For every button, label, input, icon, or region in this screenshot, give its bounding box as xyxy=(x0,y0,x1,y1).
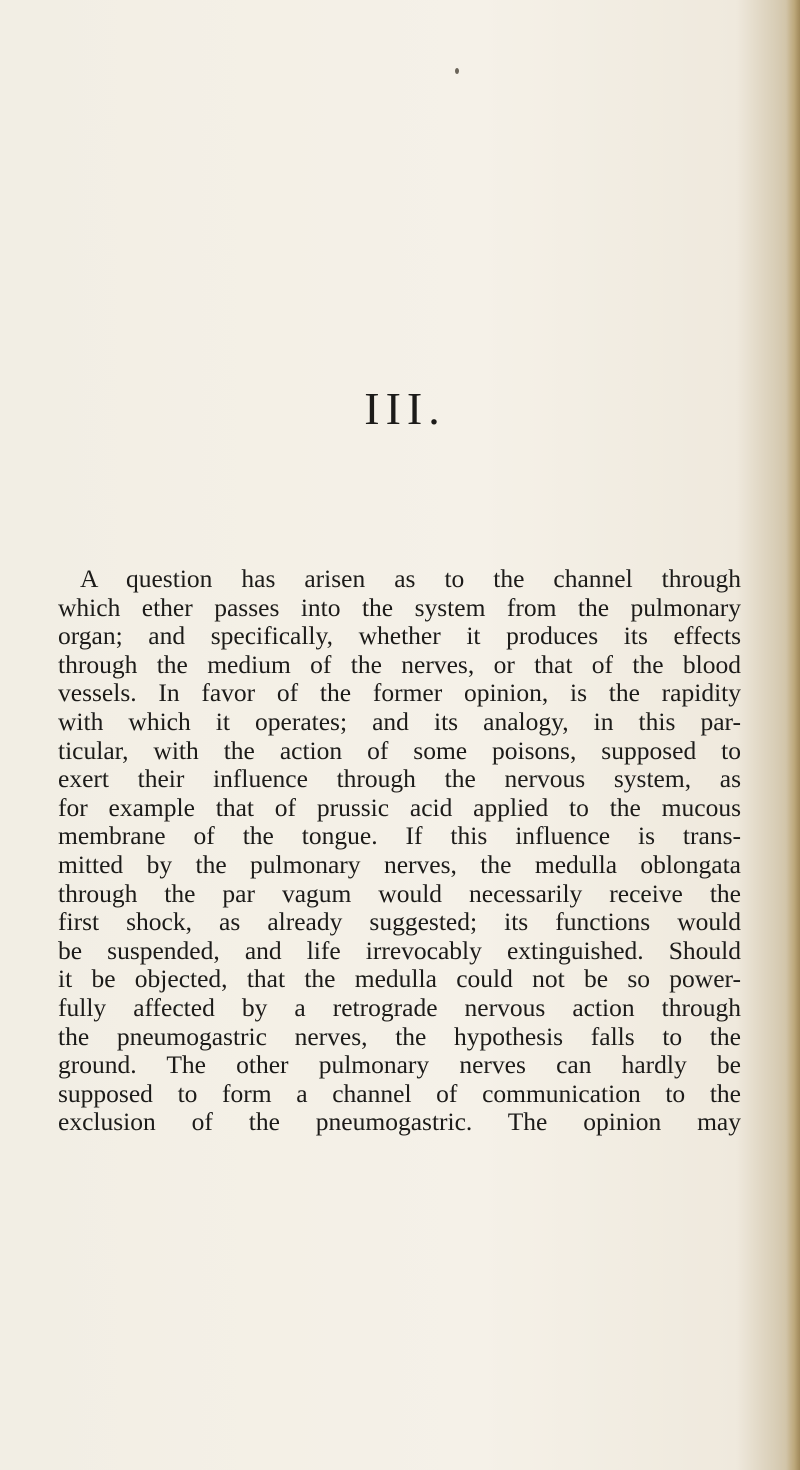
text-line: for example that of prussic acid applied to the mucous xyxy=(58,792,741,822)
text-line: exert their influence through the nervous system, as xyxy=(58,764,741,794)
chapter-heading: III. xyxy=(364,383,446,434)
text-line: vessels. In favor of the former opinion, is the rapidity xyxy=(58,678,741,708)
text-line: supposed to form a channel of communication to the xyxy=(58,1078,741,1108)
text-line: membrane of the tongue. If this influence is trans- xyxy=(58,821,741,851)
ink-speck xyxy=(455,68,459,74)
text-line: organ; and specifically, whether it produces its effects xyxy=(58,621,741,651)
text-line: it be objected, that the medulla could not be so power- xyxy=(58,964,741,994)
text-line: first shock, as already suggested; its functions would xyxy=(58,907,741,937)
text-line: be suspended, and life irrevocably extinguished. Should xyxy=(58,935,741,965)
text-line: A question has arisen as to the channel through xyxy=(80,564,741,593)
body-paragraph xyxy=(58,565,741,1137)
text-line: mitted by the pulmonary nerves, the medulla oblongata xyxy=(58,849,741,879)
text-line: with which it operates; and its analogy, in this par- xyxy=(58,706,741,736)
page-edge-shadow xyxy=(786,0,800,1470)
text-line: through the medium of the nerves, or that of the blood xyxy=(58,649,741,679)
text-line: ticular, with the action of some poisons, supposed to xyxy=(58,735,741,765)
text-line: fully affected by a retrograde nervous action through xyxy=(58,992,741,1022)
text-line: the pneumogastric nerves, the hypothesis falls to the xyxy=(58,1021,741,1051)
text-line: through the par vagum would necessarily receive the xyxy=(58,878,741,908)
text-line: which ether passes into the system from the pulmonary xyxy=(58,592,741,622)
text-line: exclusion of the pneumogastric. The opinion may xyxy=(58,1107,741,1137)
text-line: ground. The other pulmonary nerves can hardly be xyxy=(58,1050,741,1080)
